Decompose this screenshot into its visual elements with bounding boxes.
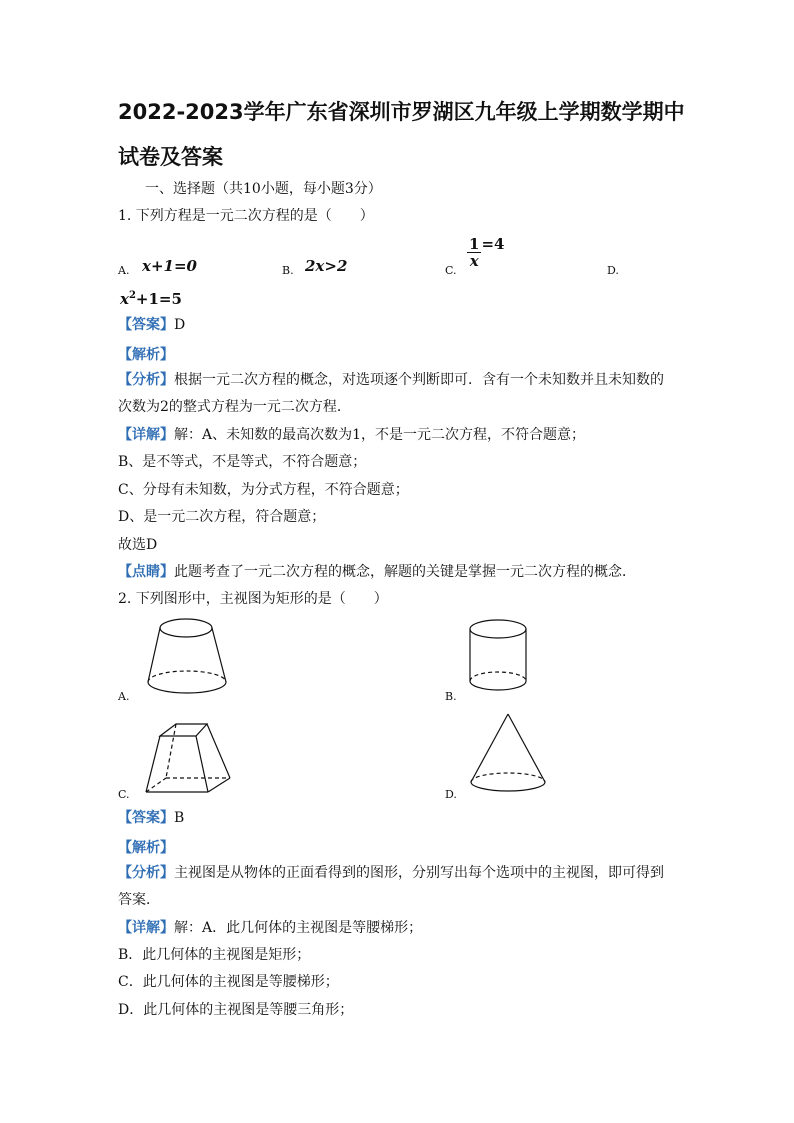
q1-option-a-math: x+1=0 [142,257,197,275]
doc-title-line-1: 2022-2023学年广东省深圳市罗湖区九年级上学期数学期中 [118,100,685,124]
figure-b-cylinder [466,617,536,692]
q1-stem: 1. 下列方程是一元二次方程的是（ ） [118,208,374,224]
q2-fenxi-line-1 [118,864,664,882]
q2-fenxi-line-2: 答案． [118,892,160,908]
dianjing-tag: 【点睛】 [118,564,174,580]
q1-dianjing [118,563,636,581]
answer-tag: 【答案】 [118,810,174,826]
xiangjie-tag: 【详解】 [118,920,174,936]
answer-value: D [174,317,186,333]
answer-value: B [174,810,185,826]
q1-choose: 故选D [118,537,158,553]
q1-analysis-tag: 【解析】 [118,347,174,363]
q2-line-c: C．此几何体的主视图是等腰梯形； [118,974,339,990]
fraction-rest: =4 [481,234,505,253]
q1-option-d-label: D. [607,264,619,277]
section-heading: 一、选择题（共10小题，每小题3分） [145,181,382,197]
q1-option-b-label: B. [282,264,294,277]
fraction-numerator: 1 [469,235,480,253]
math-rest: +1=5 [135,290,182,308]
figure-d-cone [468,712,548,792]
q1-option-b-math: 2x>2 [305,257,348,275]
q2-xiangjie-line-a [118,919,422,937]
fenxi-tag: 【分析】 [118,372,174,388]
q1-line-b: B、是不等式，不是等式，不符合题意； [118,454,367,470]
q2-option-a-label: A. [118,690,130,703]
fenxi-tag: 【分析】 [118,865,174,881]
q2-option-d-label: D. [445,788,457,801]
q2-analysis-tag: 【解析】 [118,840,174,856]
fenxi-text: 根据一元二次方程的概念，对选项逐个判断即可．含有一个未知数并且未知数的 [174,372,664,388]
q1-line-c: C、分母有未知数，为分式方程，不符合题意； [118,482,409,498]
fenxi-text: 主视图是从物体的正面看得到的图形，分别写出每个选项中的主视图，即可得到 [174,865,664,881]
doc-title-line-2: 试卷及答案 [118,145,223,169]
q1-fenxi-line-2: 次数为2的整式方程为一元二次方程． [118,399,351,415]
q2-stem: 2. 下列图形中，主视图为矩形的是（ ） [118,591,388,607]
q1-fenxi-line-1 [118,371,664,389]
q2-answer [118,809,184,827]
xiangjie-text: 解：A、未知数的最高次数为1，不是一元二次方程，不符合题意； [174,427,586,443]
figure-c-frustum-of-pyramid [142,722,237,797]
math-base: x [120,290,129,308]
q2-line-b: B．此几何体的主视图是矩形； [118,947,311,963]
answer-tag: 【答案】 [118,317,174,333]
q1-line-d: D、是一元二次方程，符合题意； [118,509,326,525]
xiangjie-text: 解：A．此几何体的主视图是等腰梯形； [174,920,423,936]
q1-answer [118,316,185,334]
fraction-denominator: x [469,252,479,270]
q1-option-d-math [120,290,182,308]
dianjing-text: 此题考查了一元二次方程的概念，解题的关键是掌握一元二次方程的概念． [174,564,636,580]
q2-line-d: D．此几何体的主视图是等腰三角形； [118,1002,354,1018]
q1-option-a-label: A. [118,264,130,277]
q1-option-c-label: C. [445,264,457,277]
q1-xiangjie-line-a [118,426,585,444]
xiangjie-tag: 【详解】 [118,427,174,443]
q2-option-c-label: C. [118,788,130,801]
math-superscript: 2 [128,290,136,301]
figure-a-frustum-of-cone [140,615,240,700]
q2-option-b-label: B. [445,690,457,703]
q1-option-c-math [467,236,504,269]
